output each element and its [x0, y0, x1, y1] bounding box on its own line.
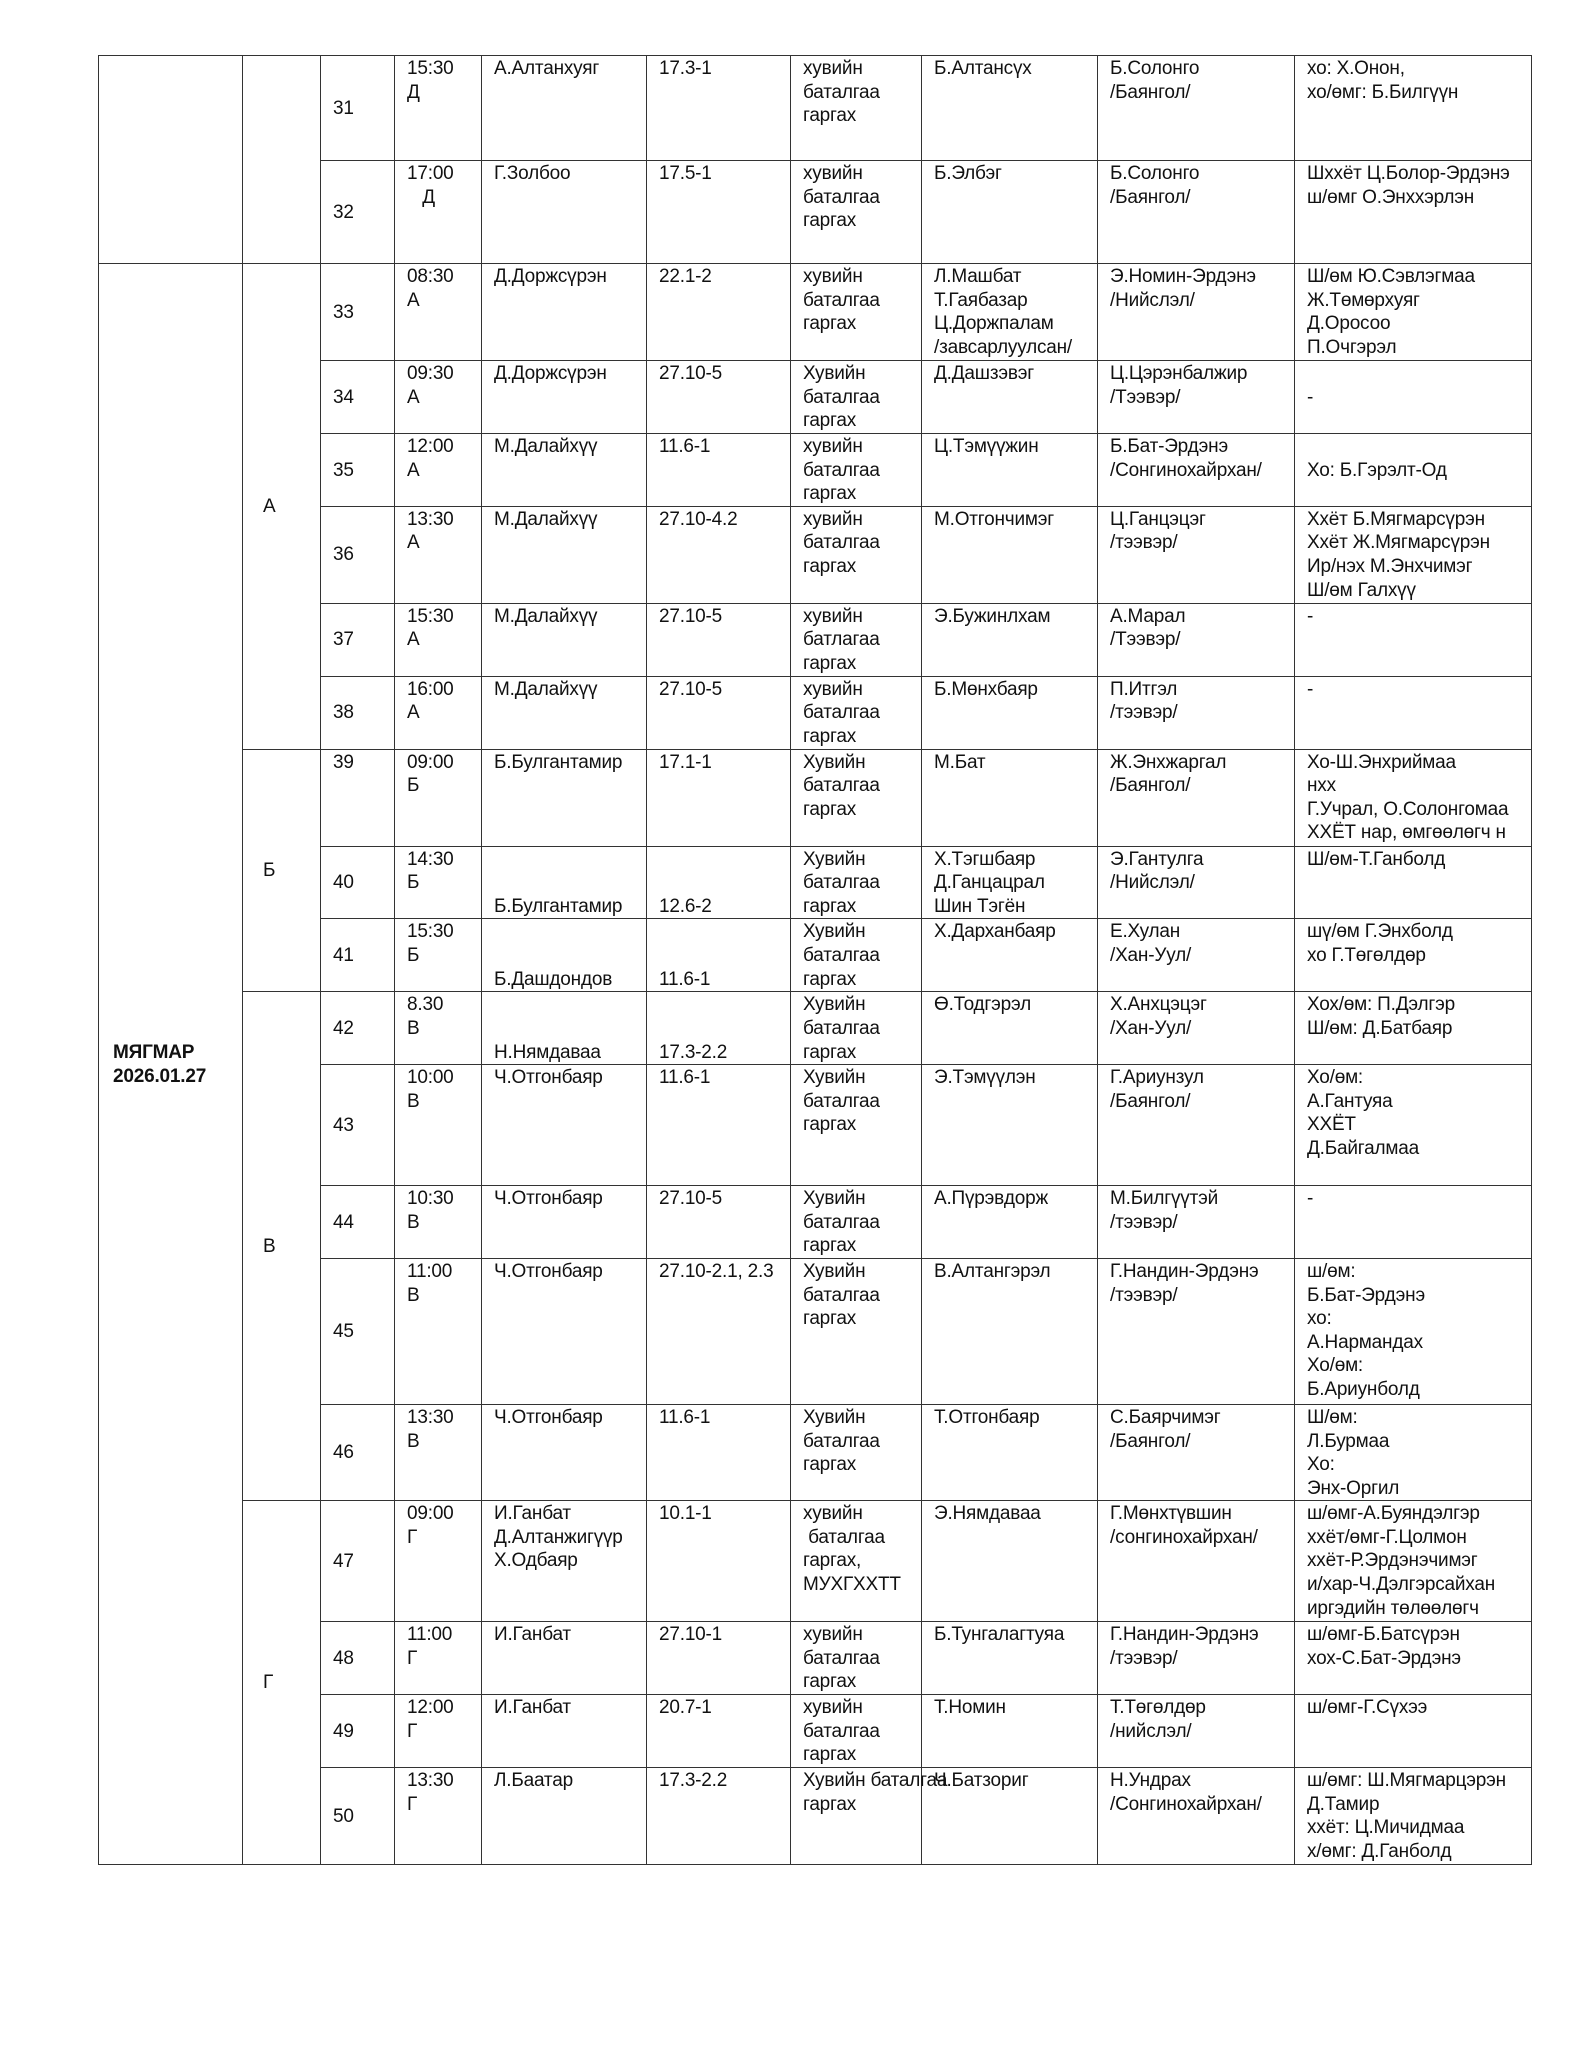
case-number-cell: 39 [321, 749, 395, 846]
time-cell: 12:00 Г [395, 1695, 482, 1768]
article-cell: 17.3-2.2 [647, 992, 791, 1065]
courtroom-group-cell: В [243, 992, 321, 1501]
time-cell: 09:00 Г [395, 1501, 482, 1622]
type-cell: хувийн баталгаа гаргах [791, 1695, 922, 1768]
time-cell: 15:30 Б [395, 919, 482, 992]
time-cell: 13:30 А [395, 506, 482, 603]
courtroom-group-cell: Г [243, 1501, 321, 1865]
judge-cell: Л.Баатар [482, 1768, 647, 1865]
secretary-cell: Б.Алтансүх [922, 56, 1098, 161]
article-cell: 27.10-5 [647, 361, 791, 434]
secretary-cell: М.Бат [922, 749, 1098, 846]
article-cell: 10.1-1 [647, 1501, 791, 1622]
secretary-cell: Х.Дарханбаяр [922, 919, 1098, 992]
judge-cell: М.Далайхүү [482, 603, 647, 676]
time-cell: 15:30 Д [395, 56, 482, 161]
judge-cell: Ч.Отгонбаяр [482, 1186, 647, 1259]
time-cell: 13:30 Г [395, 1768, 482, 1865]
secretary-cell: Т.Отгонбаяр [922, 1404, 1098, 1500]
secretary-cell: Ө.Тодгэрэл [922, 992, 1098, 1065]
type-cell: хувийн баталгаа гаргах [791, 1622, 922, 1695]
judge-cell: Г.Золбоо [482, 161, 647, 264]
type-cell: хувийн баталгаа гаргах [791, 264, 922, 361]
table-row [99, 264, 1532, 361]
prosecutor-cell: Г.Мөнхтүвшин /сонгинохайрхан/ [1098, 1501, 1295, 1622]
secretary-cell: Х.Тэгшбаяр Д.Ганцацрал Шин Тэгён [922, 846, 1098, 919]
time-cell: 17:00 Д [395, 161, 482, 264]
time-cell: 8.30 В [395, 992, 482, 1065]
lawyers-cell: Хо/өм: А.Гантуяа ХХЁТ Д.Байгалмаа [1295, 1065, 1532, 1186]
case-number-cell: 38 [321, 676, 395, 749]
secretary-cell: А.Пүрэвдорж [922, 1186, 1098, 1259]
article-cell: 11.6-1 [647, 1404, 791, 1500]
lawyers-cell: Шххёт Ц.Болор-Эрдэнэ ш/өмг О.Энххэрлэн [1295, 161, 1532, 264]
prosecutor-cell: П.Итгэл /тээвэр/ [1098, 676, 1295, 749]
judge-cell: Д.Доржсүрэн [482, 361, 647, 434]
time-cell: 10:30 В [395, 1186, 482, 1259]
secretary-cell: Э.Бужинлхам [922, 603, 1098, 676]
article-cell: 27.10-5 [647, 603, 791, 676]
prosecutor-cell: А.Марал /Тээвэр/ [1098, 603, 1295, 676]
article-cell: 17.5-1 [647, 161, 791, 264]
lawyers-cell: Хох/өм: П.Дэлгэр Ш/өм: Д.Батбаяр [1295, 992, 1532, 1065]
case-number-cell: 42 [321, 992, 395, 1065]
lawyers-cell: Ш/өм-Т.Ганболд [1295, 846, 1532, 919]
lawyers-cell: ш/өмг-А.Буяндэлгэр ххёт/өмг-Г.Цолмон ххёт-Р.Эрдэнэчимэг и/хар-Ч.Дэлгэрсайхан иргэдийн төлөөлөгч [1295, 1501, 1532, 1622]
type-cell: Хувийн баталгаа гаргах [791, 919, 922, 992]
prosecutor-cell: Г.Нандин-Эрдэнэ /тээвэр/ [1098, 1622, 1295, 1695]
courtroom-group-cell [243, 56, 321, 264]
courtroom-group-cell: Б [243, 749, 321, 992]
time-cell: 10:00 В [395, 1065, 482, 1186]
lawyers-cell: Хо: Б.Гэрэлт-Од [1295, 434, 1532, 507]
prosecutor-cell: Ц.Ганцэцэг /тээвэр/ [1098, 506, 1295, 603]
article-cell: 27.10-5 [647, 1186, 791, 1259]
type-cell: хувийн баталгаа гаргах [791, 56, 922, 161]
lawyers-cell: - [1295, 1186, 1532, 1259]
article-cell: 27.10-5 [647, 676, 791, 749]
table-row [99, 992, 1532, 1065]
type-cell: хувийн батлагаа гаргах [791, 603, 922, 676]
type-cell: хувийн баталгаа гаргах [791, 161, 922, 264]
case-number-cell: 47 [321, 1501, 395, 1622]
prosecutor-cell: Т.Төгөлдөр /нийслэл/ [1098, 1695, 1295, 1768]
lawyers-cell: - [1295, 361, 1532, 434]
judge-cell: Б.Булгантамир [482, 846, 647, 919]
prosecutor-cell: Г.Ариунзул /Баянгол/ [1098, 1065, 1295, 1186]
time-cell: 12:00 А [395, 434, 482, 507]
secretary-cell: Ц.Тэмүүжин [922, 434, 1098, 507]
prosecutor-cell: Ц.Цэрэнбалжир /Тээвэр/ [1098, 361, 1295, 434]
time-cell: 09:30 А [395, 361, 482, 434]
prosecutor-cell: С.Баярчимэг /Баянгол/ [1098, 1404, 1295, 1500]
secretary-cell: В.Алтангэрэл [922, 1258, 1098, 1404]
day-date-cell: МЯГМАР 2026.01.27 [99, 264, 243, 1865]
case-number-cell: 49 [321, 1695, 395, 1768]
type-cell: Хувийн баталгаа гаргах [791, 1404, 922, 1500]
lawyers-cell: - [1295, 676, 1532, 749]
case-number-cell: 46 [321, 1404, 395, 1500]
case-number-cell: 44 [321, 1186, 395, 1259]
prosecutor-cell: Б.Солонго /Баянгол/ [1098, 56, 1295, 161]
case-number-cell: 43 [321, 1065, 395, 1186]
time-cell: 13:30 В [395, 1404, 482, 1500]
table-row [99, 1501, 1532, 1622]
type-cell: Хувийн баталгаа гаргах [791, 992, 922, 1065]
prosecutor-cell: Н.Ундрах /Сонгинохайрхан/ [1098, 1768, 1295, 1865]
prosecutor-cell: Х.Анхцэцэг /Хан-Уул/ [1098, 992, 1295, 1065]
courtroom-group-cell: А [243, 264, 321, 750]
lawyers-cell: Ш/өм Ю.Сэвлэгмаа Ж.Төмөрхуяг Д.Оросоо П.Очгэрэл [1295, 264, 1532, 361]
time-cell: 11:00 В [395, 1258, 482, 1404]
judge-cell: И.Ганбат Д.Алтанжигүүр Х.Одбаяр [482, 1501, 647, 1622]
secretary-cell: М.Отгончимэг [922, 506, 1098, 603]
judge-cell: И.Ганбат [482, 1622, 647, 1695]
article-cell: 17.3-1 [647, 56, 791, 161]
article-cell: 17.3-2.2 [647, 1768, 791, 1865]
lawyers-cell: хо: Х.Онон, хо/өмг: Б.Билгүүн [1295, 56, 1532, 161]
lawyers-cell: Хо-Ш.Энхриймаа нхх Г.Учрал, О.Солонгомаа ХХЁТ нар, өмгөөлөгч н [1295, 749, 1532, 846]
case-number-cell: 33 [321, 264, 395, 361]
prosecutor-cell: М.Билгүүтэй /тээвэр/ [1098, 1186, 1295, 1259]
prosecutor-cell: Ж.Энхжаргал /Баянгол/ [1098, 749, 1295, 846]
table-row [99, 749, 1532, 846]
case-number-cell: 31 [321, 56, 395, 161]
article-cell: 20.7-1 [647, 1695, 791, 1768]
day-date-cell [99, 56, 243, 264]
type-cell: хувийн баталгаа гаргах, МУХГХХТТ [791, 1501, 922, 1622]
case-number-cell: 34 [321, 361, 395, 434]
article-cell: 17.1-1 [647, 749, 791, 846]
secretary-cell: Л.Машбат Т.Гаябазар Ц.Доржпалам /завсарлуулсан/ [922, 264, 1098, 361]
judge-cell: М.Далайхүү [482, 506, 647, 603]
secretary-cell: Б.Мөнхбаяр [922, 676, 1098, 749]
judge-cell: Ч.Отгонбаяр [482, 1258, 647, 1404]
article-cell: 22.1-2 [647, 264, 791, 361]
type-cell: хувийн баталгаа гаргах [791, 506, 922, 603]
judge-cell: Ч.Отгонбаяр [482, 1404, 647, 1500]
time-cell: 14:30 Б [395, 846, 482, 919]
judge-cell: А.Алтанхуяг [482, 56, 647, 161]
secretary-cell: Э.Нямдаваа [922, 1501, 1098, 1622]
case-number-cell: 37 [321, 603, 395, 676]
lawyers-cell: Ш/өм: Л.Бурмаа Хо: Энх-Оргил [1295, 1404, 1532, 1500]
case-number-cell: 40 [321, 846, 395, 919]
time-cell: 09:00 Б [395, 749, 482, 846]
judge-cell: Н.Нямдаваа [482, 992, 647, 1065]
case-number-cell: 45 [321, 1258, 395, 1404]
case-number-cell: 50 [321, 1768, 395, 1865]
judge-cell: Д.Доржсүрэн [482, 264, 647, 361]
type-cell: хувийн баталгаа гаргах [791, 434, 922, 507]
judge-cell: Б.Булгантамир [482, 749, 647, 846]
case-number-cell: 41 [321, 919, 395, 992]
article-cell: 11.6-1 [647, 434, 791, 507]
type-cell: Хувийн баталгаа гаргах [791, 1065, 922, 1186]
case-number-cell: 36 [321, 506, 395, 603]
case-number-cell: 32 [321, 161, 395, 264]
article-cell: 11.6-1 [647, 1065, 791, 1186]
type-cell: Хувийн баталгаа гаргах [791, 1258, 922, 1404]
lawyers-cell: ш/өм: Б.Бат-Эрдэнэ хо: А.Нармандах Хо/өм: Б.Ариунболд [1295, 1258, 1532, 1404]
article-cell: 27.10-4.2 [647, 506, 791, 603]
type-cell: Хувийн баталгаа гаргах [791, 846, 922, 919]
secretary-cell: Б.Тунгалагтуяа [922, 1622, 1098, 1695]
lawyers-cell: - [1295, 603, 1532, 676]
article-cell: 27.10-1 [647, 1622, 791, 1695]
prosecutor-cell: Е.Хулан /Хан-Уул/ [1098, 919, 1295, 992]
secretary-cell: Э.Тэмүүлэн [922, 1065, 1098, 1186]
type-cell: Хувийн баталгаа гаргах [791, 1768, 922, 1865]
case-number-cell: 48 [321, 1622, 395, 1695]
lawyers-cell: шү/өм Г.Энхболд хо Г.Төгөлдөр [1295, 919, 1532, 992]
table-row [99, 56, 1532, 161]
court-schedule-table [98, 55, 1532, 1865]
judge-cell: М.Далайхүү [482, 434, 647, 507]
prosecutor-cell: Э.Номин-Эрдэнэ /Нийслэл/ [1098, 264, 1295, 361]
secretary-cell: Т.Номин [922, 1695, 1098, 1768]
prosecutor-cell: Э.Гантулга /Нийслэл/ [1098, 846, 1295, 919]
judge-cell: И.Ганбат [482, 1695, 647, 1768]
type-cell: Хувийн баталгаа гаргах [791, 749, 922, 846]
type-cell: Хувийн баталгаа гаргах [791, 361, 922, 434]
prosecutor-cell: Б.Солонго /Баянгол/ [1098, 161, 1295, 264]
article-cell: 11.6-1 [647, 919, 791, 992]
secretary-cell: Б.Элбэг [922, 161, 1098, 264]
secretary-cell: Д.Дашзэвэг [922, 361, 1098, 434]
type-cell: Хувийн баталгаа гаргах [791, 1186, 922, 1259]
article-cell: 12.6-2 [647, 846, 791, 919]
judge-cell: М.Далайхүү [482, 676, 647, 749]
time-cell: 16:00 А [395, 676, 482, 749]
prosecutor-cell: Г.Нандин-Эрдэнэ /тээвэр/ [1098, 1258, 1295, 1404]
prosecutor-cell: Б.Бат-Эрдэнэ /Сонгинохайрхан/ [1098, 434, 1295, 507]
case-number-cell: 35 [321, 434, 395, 507]
lawyers-cell: ш/өмг: Ш.Мягмарцэрэн Д.Тамир ххёт: Ц.Мичидмаа х/өмг: Д.Ганболд [1295, 1768, 1532, 1865]
judge-cell: Б.Дашдондов [482, 919, 647, 992]
time-cell: 11:00 Г [395, 1622, 482, 1695]
article-cell: 27.10-2.1, 2.3 [647, 1258, 791, 1404]
judge-cell: Ч.Отгонбаяр [482, 1065, 647, 1186]
time-cell: 15:30 А [395, 603, 482, 676]
lawyers-cell: Ххёт Б.Мягмарсүрэн Ххёт Ж.Мягмарсүрэн Ир/нэх М.Энхчимэг Ш/өм Галхүү [1295, 506, 1532, 603]
secretary-cell: Ч.Батзориг [922, 1768, 1098, 1865]
lawyers-cell: ш/өмг-Г.Сүхээ [1295, 1695, 1532, 1768]
time-cell: 08:30 А [395, 264, 482, 361]
lawyers-cell: ш/өмг-Б.Батсүрэн хох-С.Бат-Эрдэнэ [1295, 1622, 1532, 1695]
type-cell: хувийн баталгаа гаргах [791, 676, 922, 749]
